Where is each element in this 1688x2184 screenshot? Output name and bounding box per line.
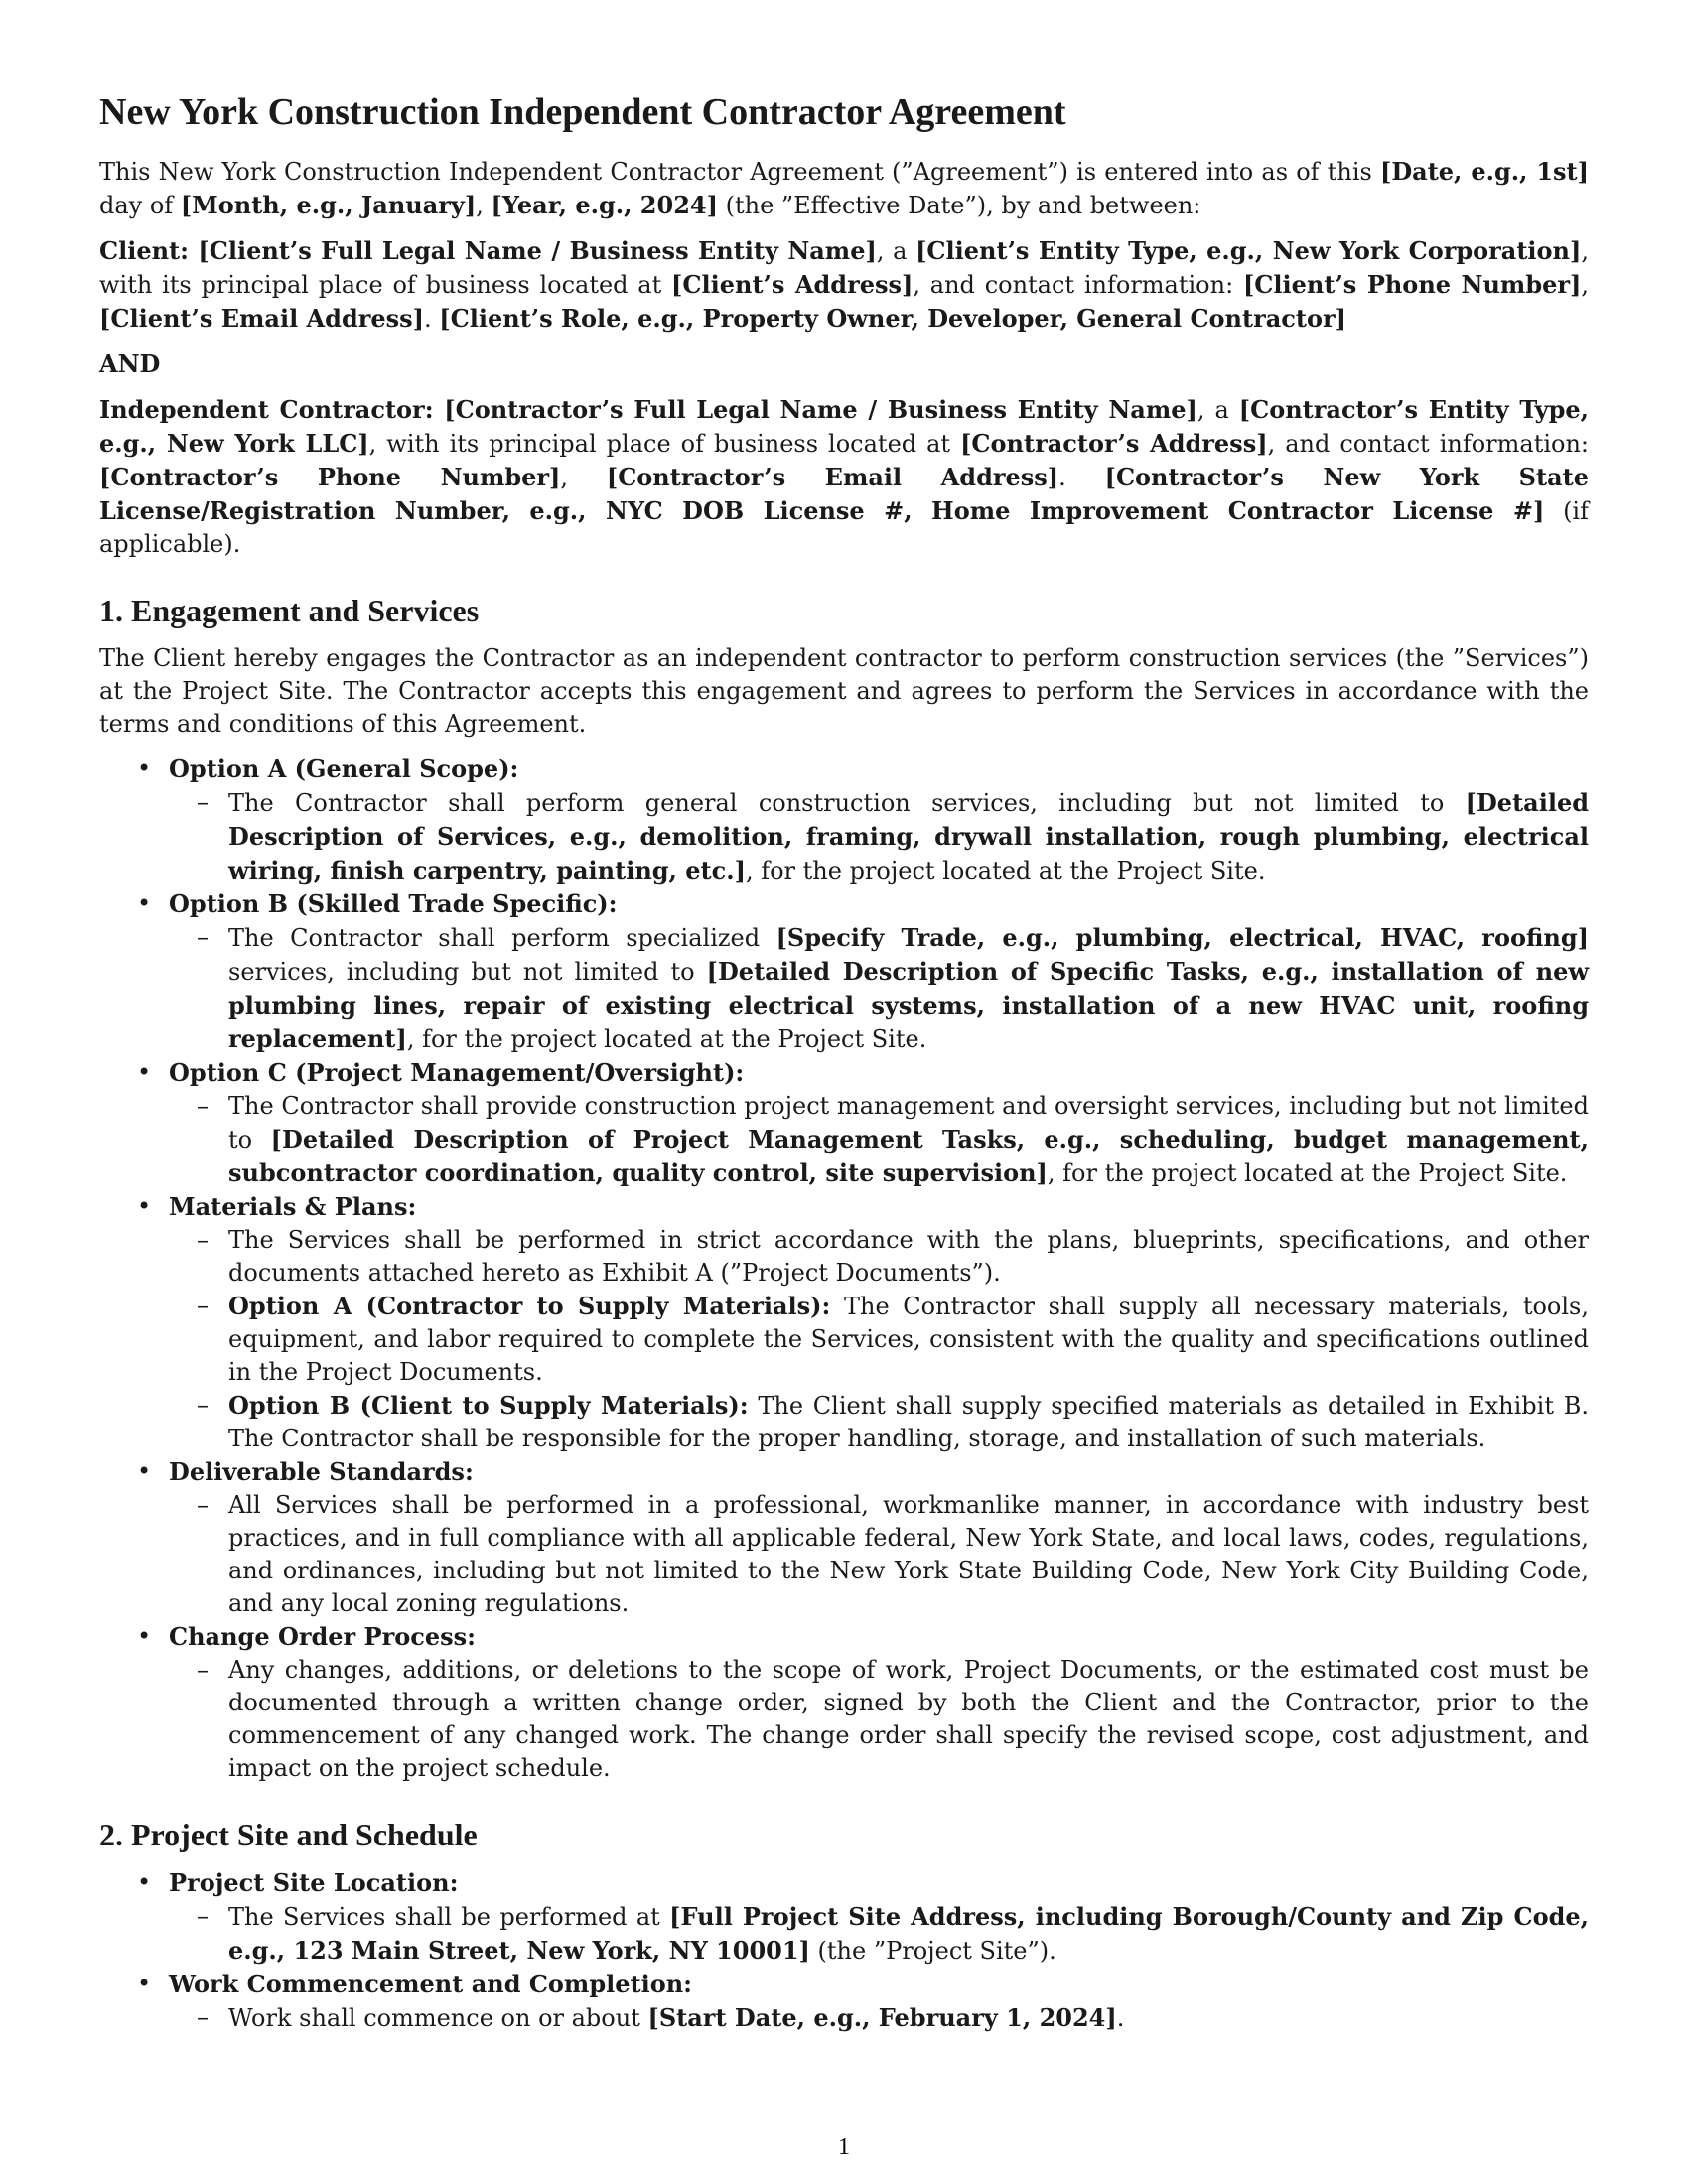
sub-list-item [169,2001,1589,2035]
item-text: Work shall commence on or about [228,2004,648,2032]
date-placeholder: [Date, e.g., 1st] [1379,157,1589,186]
deliverable-label: Deliverable Standards: [169,1457,474,1486]
contractor-paragraph [99,393,1589,561]
option-a-label: Option A (General Scope): [169,754,519,783]
section-heading-project-site: 2. Project Site and Schedule [99,1817,478,1852]
contractor-text: . [1058,464,1105,491]
sub-list-item [169,786,1589,887]
item-text: The Contractor shall perform specialized [228,924,776,952]
document-page [99,0,1589,2035]
sub-list-item [169,1090,1589,1190]
item-text: . [1116,2004,1125,2032]
tasks-placeholder: [Detailed Description of Specific Tasks, e.g., installation of new plumbing lines, repair of existing electrical systems, installation of a new HVAC unit, roofing replacement] [228,957,1589,1053]
sub-list-item: – All Services shall be performed in a professional, workmanlike manner, in accordance with industry best practices, and in full compliance with all applicable federal, New York State, and local laws, codes, regulations, and ordinances, including but not limited to the New York State Building Code, New York City Building Code, and any local zoning regulations. [169,1489,1589,1620]
services-placeholder: [Detailed Description of Services, e.g., demolition, framing, drywall installation, rough plumbing, electrical wiring, finish carpentry, painting, etc.] [228,788,1589,885]
item-text: (the ”Project Site”). [809,1937,1056,1965]
contractor-phone-placeholder: [Contractor’s Phone Number] [99,463,561,491]
item-text: The Contractor shall perform general construction services, including but not limited to [228,789,1466,817]
client-paragraph [99,234,1589,336]
client-text: , a [876,237,916,265]
intro-text: day of [99,192,181,219]
item-text: The Client shall supply specified materials as detailed in Exhibit B. The Contractor shall be responsible for the proper handling, storage, and installation of such materials. [228,1392,1589,1452]
list-item-option-a [99,752,1589,887]
site-address-placeholder: [Full Project Site Address, including Borough/County and Zip Code, e.g., 123 Main Street, New York, NY 10001] [228,1902,1590,1965]
materials-label: Materials & Plans: [169,1192,417,1221]
contractor-email-placeholder: [Contractor’s Email Address] [606,463,1059,491]
start-date-placeholder: [Start Date, e.g., February 1, 2024] [647,2003,1117,2032]
project-site-list [99,1866,1589,2035]
sub-list-item: – The Services shall be performed in strict accordance with the plans, blueprints, specifications, and other documents attached hereto as Exhibit A (”Project Documents”). [169,1224,1589,1290]
contractor-entity-placeholder: [Contractor’s Entity Type, e.g., New York LLC] [99,395,1589,458]
item-text: services, including but not limited to [228,958,707,986]
intro-text: This New York Construction Independent Contractor Agreement (”Agreement”) is entered into as of this [99,158,1380,186]
intro-text: , [476,192,492,219]
sub-list-item [169,921,1589,1056]
contractor-text: , [560,464,607,491]
list-item-work-commencement [99,1968,1589,2035]
section-heading-engagement: 1. Engagement and Services [99,593,480,628]
item-text: , for the project located at the Project Site. [745,857,1266,885]
contractor-text: , and contact information: [1267,430,1590,458]
client-text: , [1581,271,1590,299]
pm-tasks-placeholder: [Detailed Description of Project Management Tasks, e.g., scheduling, budget management, subcontractor coordination, quality control, site supervision] [228,1125,1589,1187]
sub-list-item [169,1389,1589,1455]
contractor-supply-label: Option A (Contractor to Supply Materials): [228,1292,831,1320]
client-role-placeholder: [Client’s Role, e.g., Property Owner, Developer, General Contractor] [439,304,1346,333]
sub-list-item: – Any changes, additions, or deletions to the scope of work, Project Documents, or the estimated cost must be documented through a written change order, signed by both the Client and the Contractor, prior to the commencement of any changed work. The change order shall specify the revised scope, cost adjustment, and impact on the project schedule. [169,1654,1589,1785]
engagement-list [99,752,1589,1785]
item-text: The Services shall be performed at [228,1903,670,1931]
client-email-placeholder: [Client’s Email Address] [99,304,425,333]
engagement-paragraph: The Client hereby engages the Contractor as an independent contractor to perform construction services (the ”Services”) at the Project Site. The Contractor accepts this engagement and agrees to perform the Services in accordance with the terms and conditions of this Agreement. [99,644,1589,738]
intro-text: (the ”Effective Date”), by and between: [717,192,1201,219]
work-commencement-label: Work Commencement and Completion: [169,1970,693,1998]
trade-placeholder: [Specify Trade, e.g., plumbing, electrical, HVAC, roofing] [775,923,1589,952]
sub-list-item [169,1900,1589,1968]
list-item-option-c [99,1056,1589,1190]
contractor-text: , a [1196,396,1239,424]
client-supply-label: Option B (Client to Supply Materials): [228,1391,749,1420]
sub-list-item [169,1290,1589,1389]
list-item-deliverable [99,1455,1589,1620]
client-entity-placeholder: [Client’s Entity Type, e.g., New York Corporation] [915,236,1582,265]
site-location-label: Project Site Location: [169,1868,459,1897]
option-c-label: Option C (Project Management/Oversight): [169,1058,745,1087]
list-item-change-order [99,1620,1589,1785]
document-title: New York Construction Independent Contractor Agreement [99,91,1066,133]
contractor-address-placeholder: [Contractor’s Address] [960,429,1268,458]
contractor-license-placeholder: [Contractor’s New York State License/Registration Number, e.g., NYC DOB License #, Home Improvement Contractor License #] [99,463,1589,525]
list-item-site-location [99,1866,1589,1968]
client-text: , with its principal place of business located at [99,237,1589,299]
page-number: 1 [838,2134,850,2160]
item-text: The Contractor shall provide construction project management and oversight services, including but not limited to [228,1092,1589,1154]
client-address-placeholder: [Client’s Address] [671,270,914,299]
list-item-option-b [99,887,1589,1056]
client-text: . [424,305,440,333]
item-text: , for the project located at the Project Site. [406,1025,927,1053]
and-separator [99,347,1589,381]
client-label: Client: [99,236,199,265]
contractor-text: (if applicable). [99,497,1589,558]
list-item-materials [99,1190,1589,1455]
intro-paragraph [99,155,1589,222]
year-placeholder: [Year, e.g., 2024] [491,191,718,219]
month-placeholder: [Month, e.g., January] [180,191,477,219]
client-text: , and contact information: [913,271,1243,299]
item-text: , for the project located at the Project Site. [1047,1160,1568,1187]
item-text: The Contractor shall supply all necessary materials, tools, equipment, and labor required to complete the Services, consistent with the quality and specifications outlined in the Project Documents. [228,1293,1589,1386]
contractor-label: Independent Contractor: [99,395,445,424]
client-name-placeholder: [Client’s Full Legal Name / Business Entity Name] [198,236,877,265]
change-order-label: Change Order Process: [169,1622,477,1651]
contractor-text: , with its principal place of business located at [368,430,961,458]
option-b-label: Option B (Skilled Trade Specific): [169,889,618,918]
contractor-name-placeholder: [Contractor’s Full Legal Name / Business Entity Name] [444,395,1197,424]
client-phone-placeholder: [Client’s Phone Number] [1242,270,1582,299]
and-label: AND [99,349,161,378]
